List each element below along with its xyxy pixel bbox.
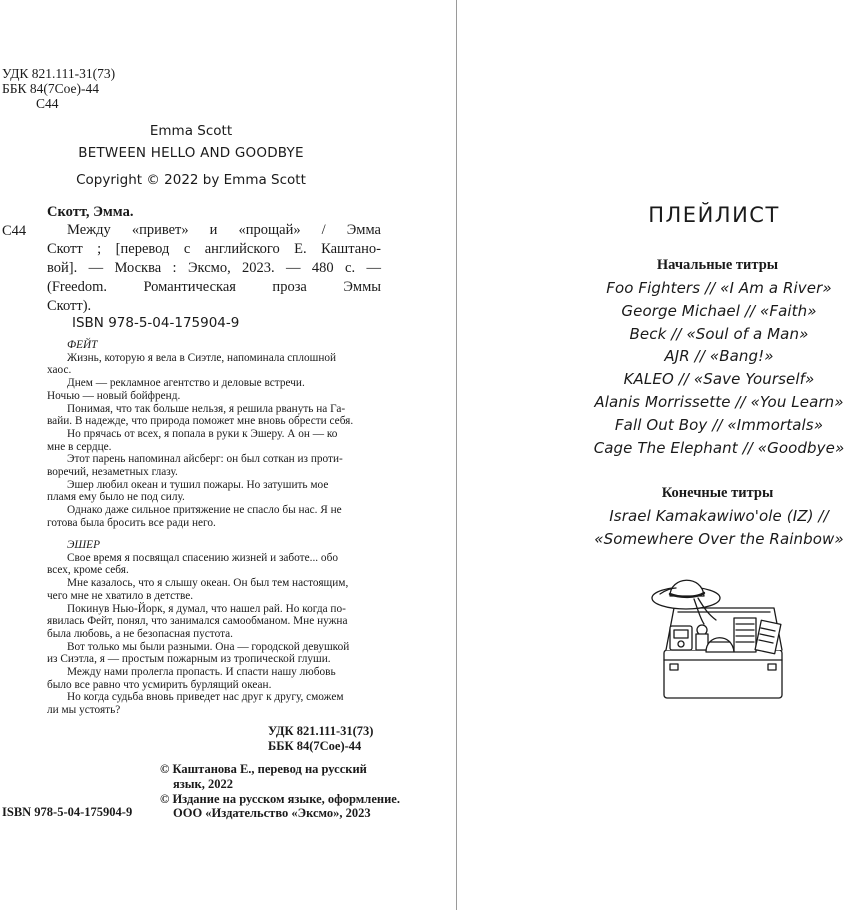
annotation-line: готова была бросить все ради него. [47,516,216,529]
track-item: Beck // «Soul of a Man» [629,324,809,343]
track-item: «Somewhere Over the Rainbow» [594,529,844,548]
annotation-heading: ФЕЙТ [67,339,98,351]
annotation-line: Однако даже сильное притяжение не спасло бы нас. Я не [67,504,342,517]
udk-bottom-block [268,724,373,753]
isbn-bottom: ISBN 978-5-04-175904-9 [2,805,133,819]
annotation-line: Этот парень напоминал айсберг: он был соткан из проти- [67,453,343,466]
annotation-line: мне в сердце. [47,440,112,453]
suitcase-with-hat-illustration-icon [646,568,790,704]
annotation-line: Мне казалось, что я слышу океан. Он был тем настоящим, [67,577,349,590]
closing-credits-heading: Конечные титры [661,485,774,501]
annotation-line: ли мы устоять? [47,704,121,717]
track-item: Fall Out Boy // «Immortals» [614,415,824,434]
biblio-line: Скотт). [47,298,92,314]
opening-credits-heading: Начальные титры [656,257,779,273]
author-mark: С44 [36,96,59,111]
track-item: AJR // «Bang!» [664,347,774,366]
biblio-line: вой]. — Москва : Эксмо, 2023. — 480 с. — [47,260,381,276]
annotation-faith [47,339,381,530]
udk-code: УДК 821.111-31(73) [2,66,116,81]
playlist-title: ПЛЕЙЛИСТ [648,203,780,227]
annotation-line: Днем — рекламное агентство и деловые встречи. [67,377,305,390]
udk-top-block [2,66,115,111]
annotation-line: было все равно что усмирить бурлящий океан. [47,678,272,691]
copyright-line: © Издание на русском языке, оформление. [160,791,400,806]
annotation-line: Покинув Нью-Йорк, я думал, что нашел рай. Но когда по- [67,602,346,615]
annotation-heading: ЭШЕР [67,539,100,551]
closing-track-list [588,505,850,551]
annotation-line: Но когда судьба вновь приведет нас друг к другу, сможем [67,691,344,704]
annotation-line: воречий, незаметных глазу. [47,466,178,479]
udk-code-bottom: УДК 821.111-31(73) [268,724,374,738]
isbn-center: ISBN 978-5-04-175904-9 [72,315,240,331]
track-item: Foo Fighters // «I Am a River» [606,279,832,297]
annotation-line: хаос. [47,364,72,377]
annotation-line: пламя ему было не под силу. [47,491,185,504]
track-item: KALEO // «Save Yourself» [623,370,815,389]
bbk-code: ББК 84(7Сое)-44 [2,81,100,96]
annotation-line: из Сиэтла, я — простым пожарным из тропической глуши. [47,653,331,666]
annotation-line: Эшер любил океан и тушил пожары. Но затушить мое [67,478,329,491]
annotation-line: чего мне не хватило в детстве. [47,589,194,602]
copyright-bottom-block [160,762,400,821]
original-copyright: Copyright © 2022 by Emma Scott [76,172,306,188]
entry-author: Скотт, Эмма. [47,204,134,220]
track-item: Israel Kamakawiwo'ole (IZ) // [609,507,829,525]
entry-code: С44 [2,223,27,239]
biblio-line: Скотт ; [перевод с английского Е. Каштано- [47,241,381,257]
bibliographic-description [47,221,381,316]
biblio-line: Между «привет» и «прощай» / Эмма [67,222,381,238]
annotation-line: всех, кроме себя. [47,564,129,577]
annotation-line: Но прячась от всех, я попала в руки к Эшеру. А он — ко [67,427,338,440]
annotation-asher [47,539,381,717]
track-item: Cage The Elephant // «Goodbye» [593,438,845,457]
annotation-line: Жизнь, которую я вела в Сиэтле, напоминала сплошной [67,351,337,364]
annotation-line: была любовь, а не безопасная пустота. [47,627,234,640]
track-item: Alanis Morrissette // «You Learn» [594,392,844,411]
copyright-line: язык, 2022 [173,776,233,791]
annotation-line: Вот только мы были разными. Она — городской девушкой [67,640,350,653]
copyright-line: © Каштанова Е., перевод на русский [160,762,367,776]
annotation-line: Понимая, что так больше нельзя, я решила рвануть на Га- [67,402,346,415]
copyright-line: ООО «Издательство «Эксмо», 2023 [173,806,371,821]
original-author: Emma Scott [149,123,233,139]
annotation-line: Свое время я посвящал спасению жизней и заботе... обо [67,551,338,564]
annotation-line: Ночью — новый бойфренд. [47,389,181,402]
page-spine-divider [456,0,457,910]
opening-track-list [588,277,850,459]
annotation-line: вайи. В надежде, что природа поможет мне вновь обрести себя. [47,415,354,428]
original-title: BETWEEN HELLO AND GOODBYE [78,145,304,161]
track-item: George Michael // «Faith» [621,301,817,320]
biblio-line: (Freedom. Романтическая проза Эммы [47,279,381,295]
annotation-line: Между нами пролегла пропасть. И спасти нашу любовь [67,666,336,679]
annotation-line: явилась Фейт, понял, что занимался самообманом. Мне нужна [47,615,348,628]
bbk-code-bottom: ББК 84(7Сое)-44 [268,738,362,753]
